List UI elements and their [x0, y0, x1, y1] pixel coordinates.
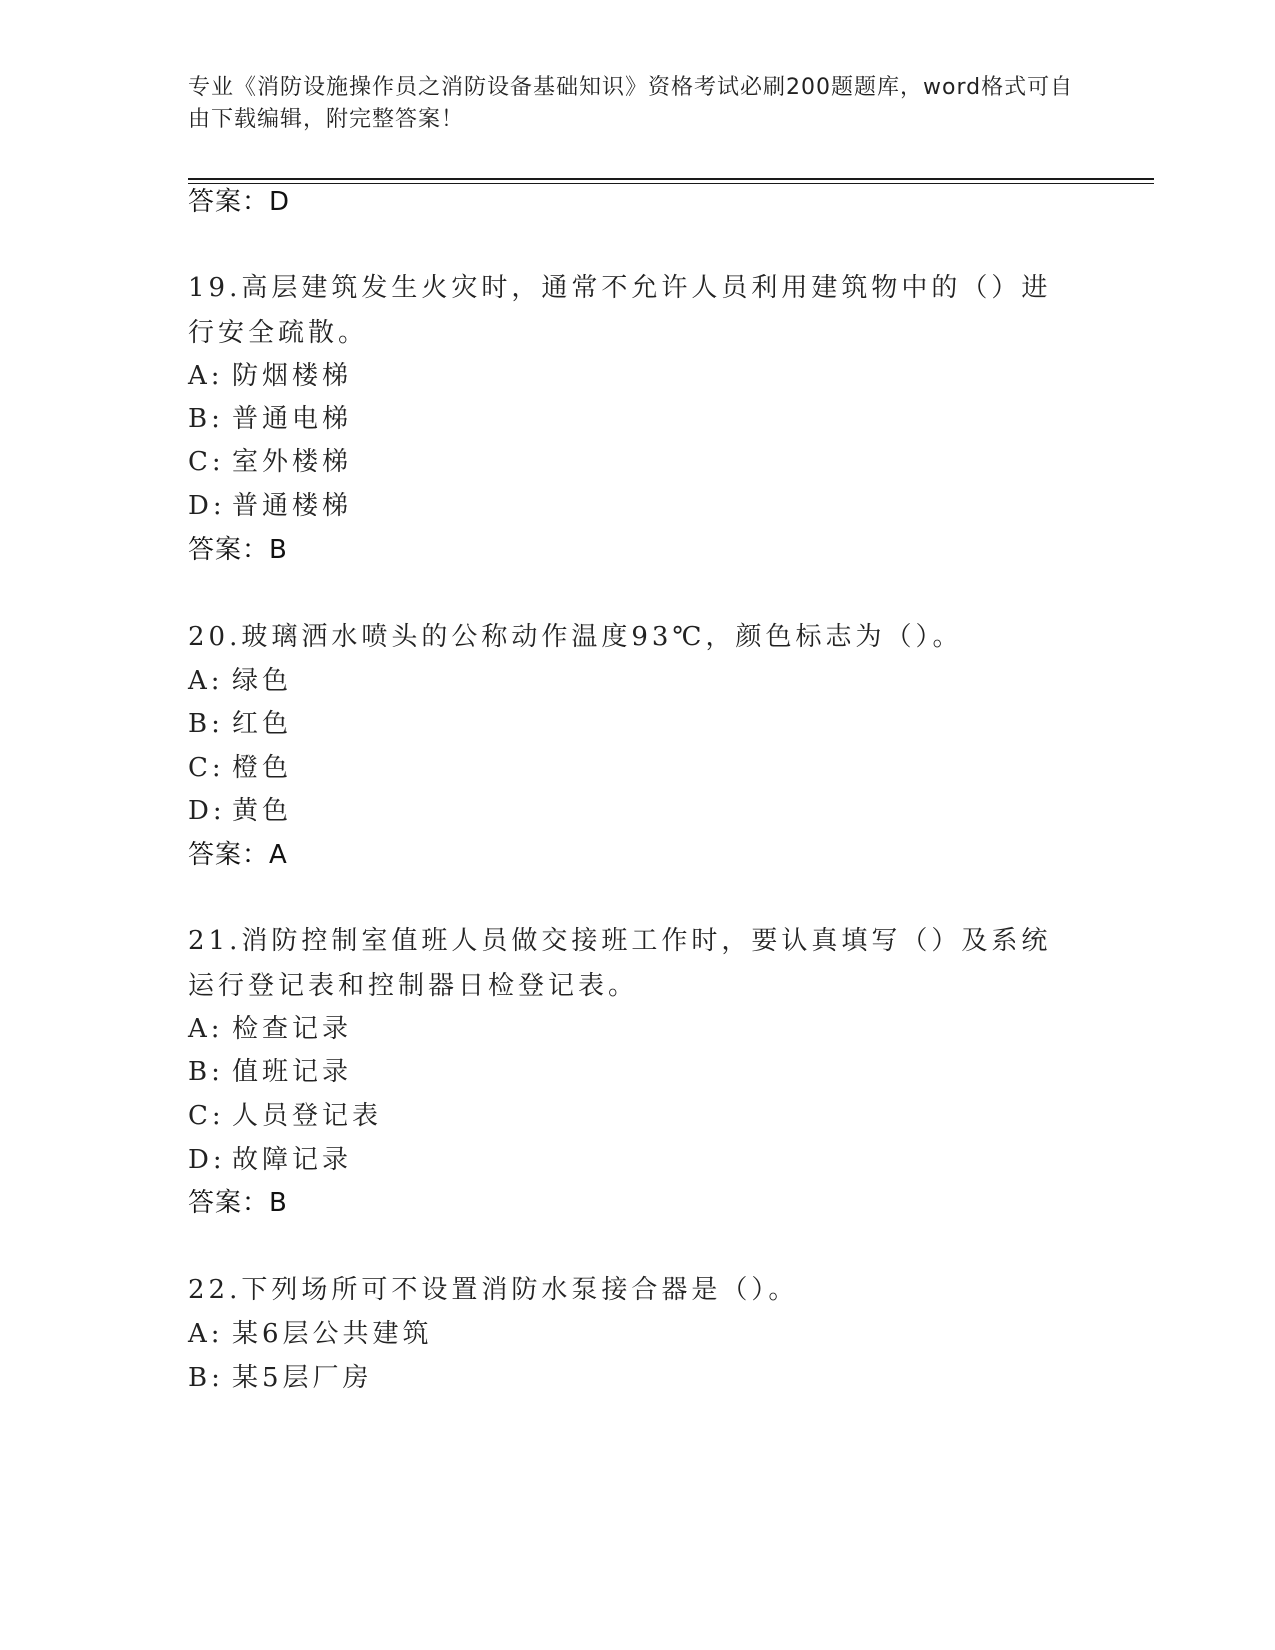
option-text: 红色 — [232, 709, 293, 739]
option-letter: B: — [188, 404, 224, 434]
option-text: 普通电梯 — [232, 404, 353, 434]
question-stem: 22.下列场所可不设置消防水泵接合器是（）。 — [188, 1275, 799, 1305]
option-text: 普通楼梯 — [232, 491, 353, 521]
option-text: 室外楼梯 — [232, 447, 353, 477]
question-stem: 19.高层建筑发生火灾时，通常不允许人员利用建筑物中的（）进行安全疏散。 — [188, 273, 1052, 348]
answer-line: 答案：A — [188, 840, 288, 870]
option-text: 黄色 — [232, 796, 293, 826]
option-letter: D: — [188, 796, 226, 826]
option-letter: C: — [188, 1101, 225, 1131]
option-letter: C: — [188, 753, 225, 783]
option-text: 检查记录 — [232, 1014, 353, 1044]
option-a — [188, 358, 352, 394]
option-b — [188, 1054, 352, 1090]
option-text: 值班记录 — [232, 1057, 353, 1087]
header-rule-thick — [188, 178, 1154, 180]
option-text: 绿色 — [232, 666, 293, 696]
document-header: 专业《消防设施操作员之消防设备基础知识》资格考试必刷200题题库，word格式可自由下载编辑，附完整答案！ — [188, 75, 1074, 132]
option-b — [188, 706, 292, 742]
option-letter: A: — [188, 666, 224, 696]
answer-line: 答案：B — [188, 1188, 288, 1218]
option-d — [188, 488, 352, 524]
option-letter: C: — [188, 447, 225, 477]
option-text: 橙色 — [232, 753, 293, 783]
option-text: 故障记录 — [232, 1145, 353, 1175]
option-text: 某6层公共建筑 — [232, 1319, 433, 1349]
option-letter: A: — [188, 361, 224, 391]
option-letter: A: — [188, 1319, 224, 1349]
option-text: 人员登记表 — [232, 1101, 383, 1131]
question-stem: 21.消防控制室值班人员做交接班工作时，要认真填写（）及系统运行登记表和控制器日检登记表。 — [188, 926, 1052, 1001]
option-c — [188, 444, 352, 480]
option-letter: B: — [188, 1057, 224, 1087]
option-letter: D: — [188, 1145, 226, 1175]
answer-line: 答案：B — [188, 535, 288, 565]
option-text: 某5层厂房 — [232, 1363, 373, 1393]
answer-line: 答案：D — [188, 187, 291, 217]
option-a — [188, 1011, 352, 1047]
option-b — [188, 401, 352, 437]
option-text: 防烟楼梯 — [232, 361, 353, 391]
option-letter: B: — [188, 1363, 224, 1393]
header-rule-thin — [188, 183, 1154, 184]
option-a — [188, 1316, 433, 1352]
option-b — [188, 1360, 373, 1396]
option-c — [188, 1098, 382, 1134]
option-letter: B: — [188, 709, 224, 739]
option-d — [188, 793, 292, 829]
option-d — [188, 1142, 352, 1178]
option-c — [188, 750, 292, 786]
option-a — [188, 663, 292, 699]
option-letter: D: — [188, 491, 226, 521]
question-stem: 20.玻璃洒水喷头的公称动作温度93℃，颜色标志为（）。 — [188, 622, 963, 652]
option-letter: A: — [188, 1014, 224, 1044]
